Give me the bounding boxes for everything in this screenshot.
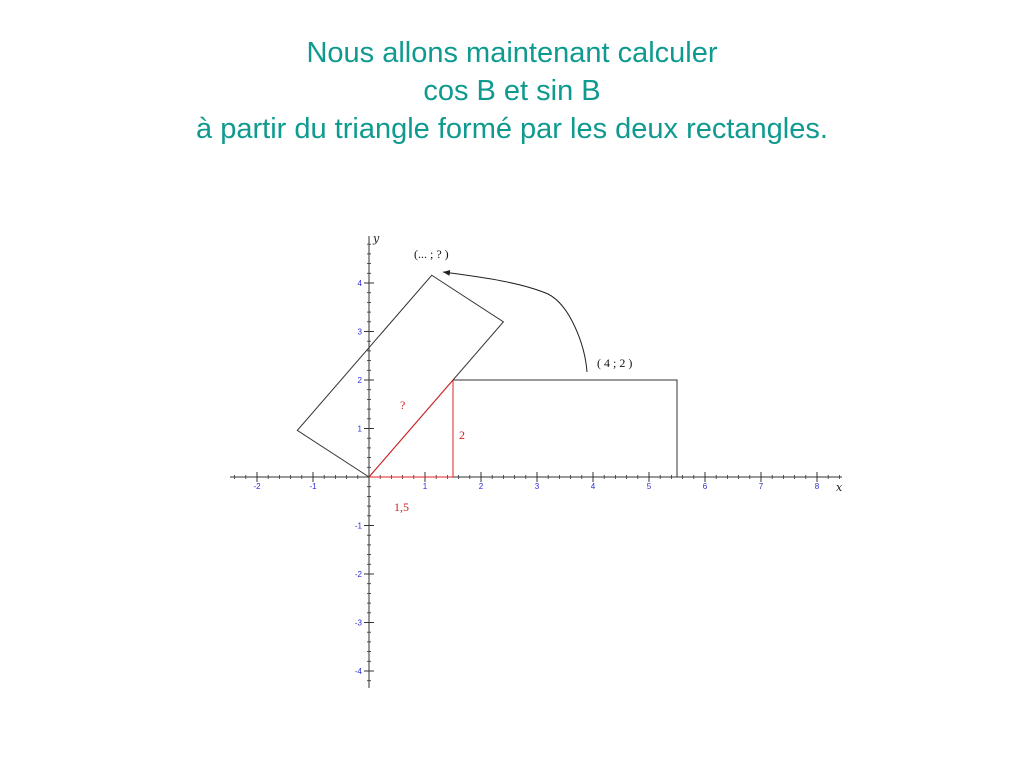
point-known-label: ( 4 ; 2 )	[597, 356, 633, 370]
rotated-rectangle	[297, 275, 503, 477]
x-tick-label: 5	[646, 482, 652, 491]
x-tick-label: -2	[253, 482, 261, 491]
x-axis-tick-labels	[253, 482, 819, 491]
title-line-3: à partir du triangle formé par les deux rectangles.	[196, 113, 828, 145]
y-tick-label: -1	[354, 521, 362, 531]
rotation-arrow	[443, 272, 587, 372]
x-tick-label: 7	[758, 482, 764, 491]
point-unknown-label: (... ; ? )	[414, 247, 449, 261]
y-tick-label: -2	[354, 570, 362, 579]
x-tick-label: 6	[702, 482, 708, 491]
y-tick-label: -4	[354, 667, 362, 676]
title-line-1: Nous allons maintenant calculer	[306, 37, 718, 69]
x-axis-label: x	[836, 481, 843, 494]
y-tick-label: 2	[357, 376, 362, 385]
title-line-2: cos B et sin B	[423, 75, 601, 107]
horizontal-rectangle	[453, 380, 677, 477]
horizontal-side-label: 1,5	[394, 500, 409, 514]
triangle-hypotenuse	[369, 380, 453, 477]
y-tick-label: 1	[357, 424, 362, 434]
y-tick-label: 4	[357, 279, 362, 288]
x-tick-label: 1	[422, 482, 428, 491]
x-axis	[230, 472, 843, 494]
y-tick-label: 3	[357, 327, 362, 337]
x-tick-label: 4	[590, 482, 596, 491]
x-tick-label: -1	[309, 482, 317, 491]
hypotenuse-label: ?	[400, 398, 406, 412]
x-tick-label: 2	[478, 482, 484, 491]
x-tick-label: 8	[814, 482, 820, 491]
vertical-side-label: 2	[459, 428, 465, 442]
x-tick-label: 3	[534, 482, 540, 491]
y-tick-label: -3	[354, 618, 362, 628]
y-axis	[355, 232, 380, 688]
y-axis-label: y	[373, 232, 380, 245]
